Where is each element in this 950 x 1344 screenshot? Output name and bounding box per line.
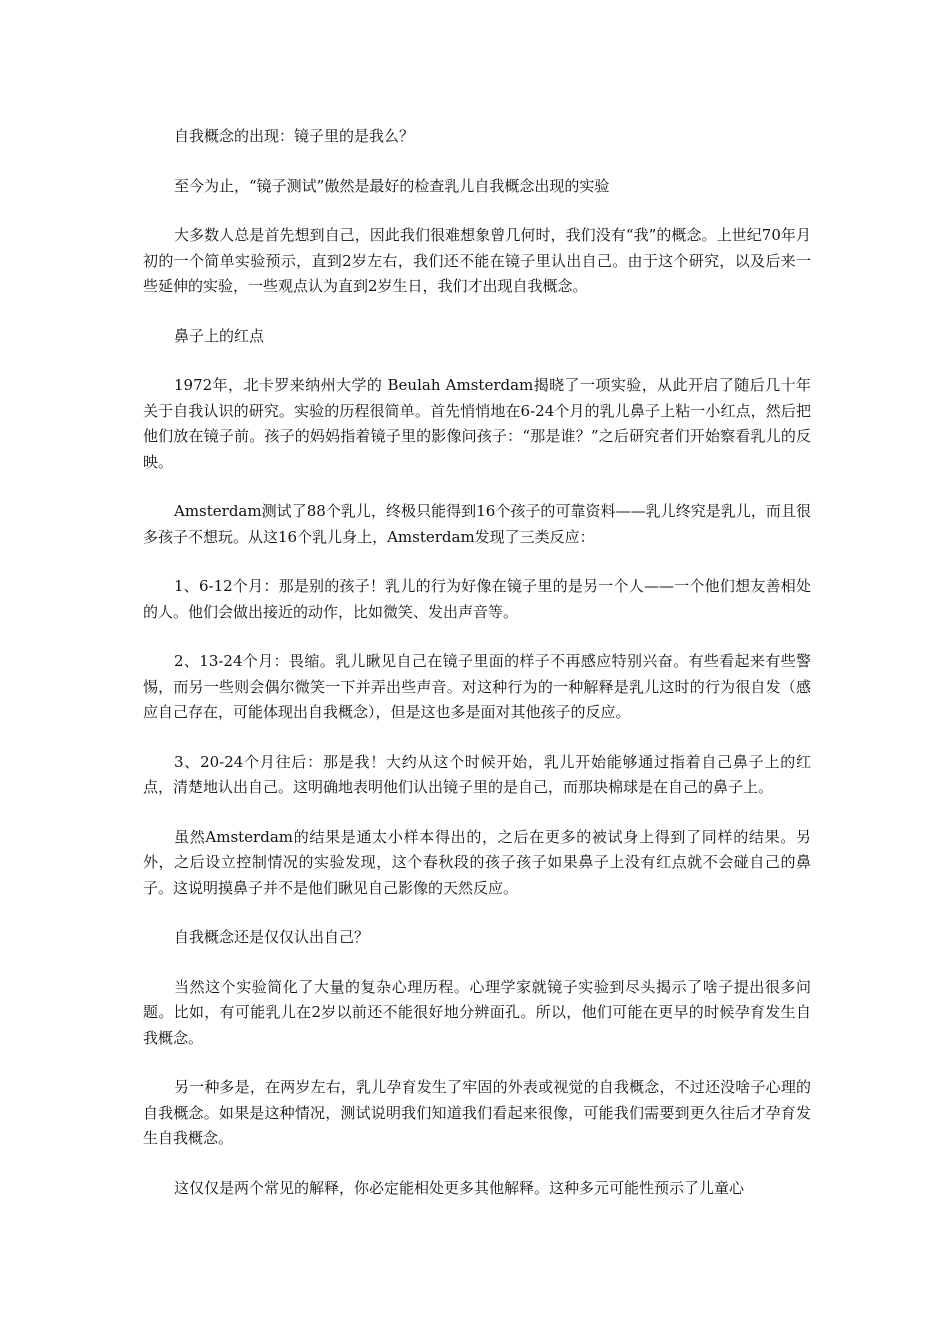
paragraph-experiment-1972: 1972年，北卡罗来纳州大学的 Beulah Amsterdam揭晓了一项实验，从此开启了随后几十年关于自我认识的研究。实验的历程很简单。首先悄悄地在6-24个月的乳儿鼻子上粘一小红点，然后把他们放在镜子前。孩子的妈妈指着镜子里的影像问孩子：“那是谁？”之后研究者们开始察看乳儿的反映。 — [143, 376, 811, 471]
paragraph-alternative: 另一种多是，在两岁左右，乳儿孕育发生了牢固的外表或视觉的自我概念，不过还没啥子心理的自我概念。如果是这种情况，测试说明我们知道我们看起来很像，可能我们需要到更久往后才孕育发生自我概念。 — [143, 1078, 811, 1147]
paragraph-intro: 大多数人总是首先想到自己，因此我们很难想象曾几何时，我们没有“我”的概念。上世纪70年月初的一个简单实验预示，直到2岁左右，我们还不能在镜子里认出自己。由于这个研究，以及后来一些延伸的实验，一些观点认为直到2岁生日，我们才出现自我概念。 — [143, 226, 811, 295]
article-body — [143, 124, 811, 1225]
heading-red-dot: 鼻子上的红点 — [174, 326, 265, 345]
paragraph-conclusion: 这仅仅是两个常见的解释，你必定能相处更多其他解释。这种多元可能性预示了儿童心 — [174, 1178, 745, 1197]
heading-self-concept-or-recognition: 自我概念还是仅仅认出自己？ — [174, 928, 370, 946]
paragraph-simplification: 当然这个实验简化了大量的复杂心理历程。心理学家就镜子实验到尽头揭示了啥子提出很多问题。比如，有可能乳儿在2岁以前还不能很好地分辨面孔。所以，他们可能在更早的时候孕育发生自我概念。 — [143, 977, 811, 1047]
paragraph-amsterdam-results: Amsterdam测试了88个乳儿，终极只能得到16个孩子的可靠资料——乳儿终究是乳儿，而且很多孩子不想玩。从这16个乳儿身上，Amsterdam发现了三类反应： — [143, 502, 811, 546]
heading-mirror-self: 自我概念的出现：镜子里的是我么？ — [174, 127, 415, 145]
paragraph-reaction-1: 1、6-12个月：那是别的孩子！乳儿的行为好像在镜子里的是另一个人——一个他们想友善相处的人。他们会做出接近的动作，比如微笑、发出声音等。 — [143, 577, 811, 621]
paragraph-control-experiment: 虽然Amsterdam的结果是通太小样本得出的，之后在更多的被试身上得到了同样的结果。另外，之后设立控制情况的实验发现，这个春秋段的孩子孩子如果鼻子上没有红点就不会碰自己的鼻子。这说明摸鼻子并不是他们瞅见自己影像的天然反应。 — [143, 827, 811, 897]
paragraph-reaction-3: 3、20-24个月往后：那是我！大约从这个时候开始，乳儿开始能够通过指着自己鼻子上的红点，清楚地认出自己。这明确地表明他们认出镜子里的是自己，而那块棉球是在自己的鼻子上。 — [143, 752, 811, 796]
paragraph-reaction-2: 2、13-24个月：畏缩。乳儿瞅见自己在镜子里面的样子不再感应特别兴奋。有些看起来有些警惕，而另一些则会偶尔微笑一下并弄出些声音。对这种行为的一种解释是乳儿这时的行为很自发（感应自己存在，可能体现出自我概念），但是这也多是面对其他孩子的反应。 — [143, 652, 811, 721]
subtitle-mirror-test: 至今为止，“镜子测试”傲然是最好的检查乳儿自我概念出现的实验 — [174, 176, 610, 195]
